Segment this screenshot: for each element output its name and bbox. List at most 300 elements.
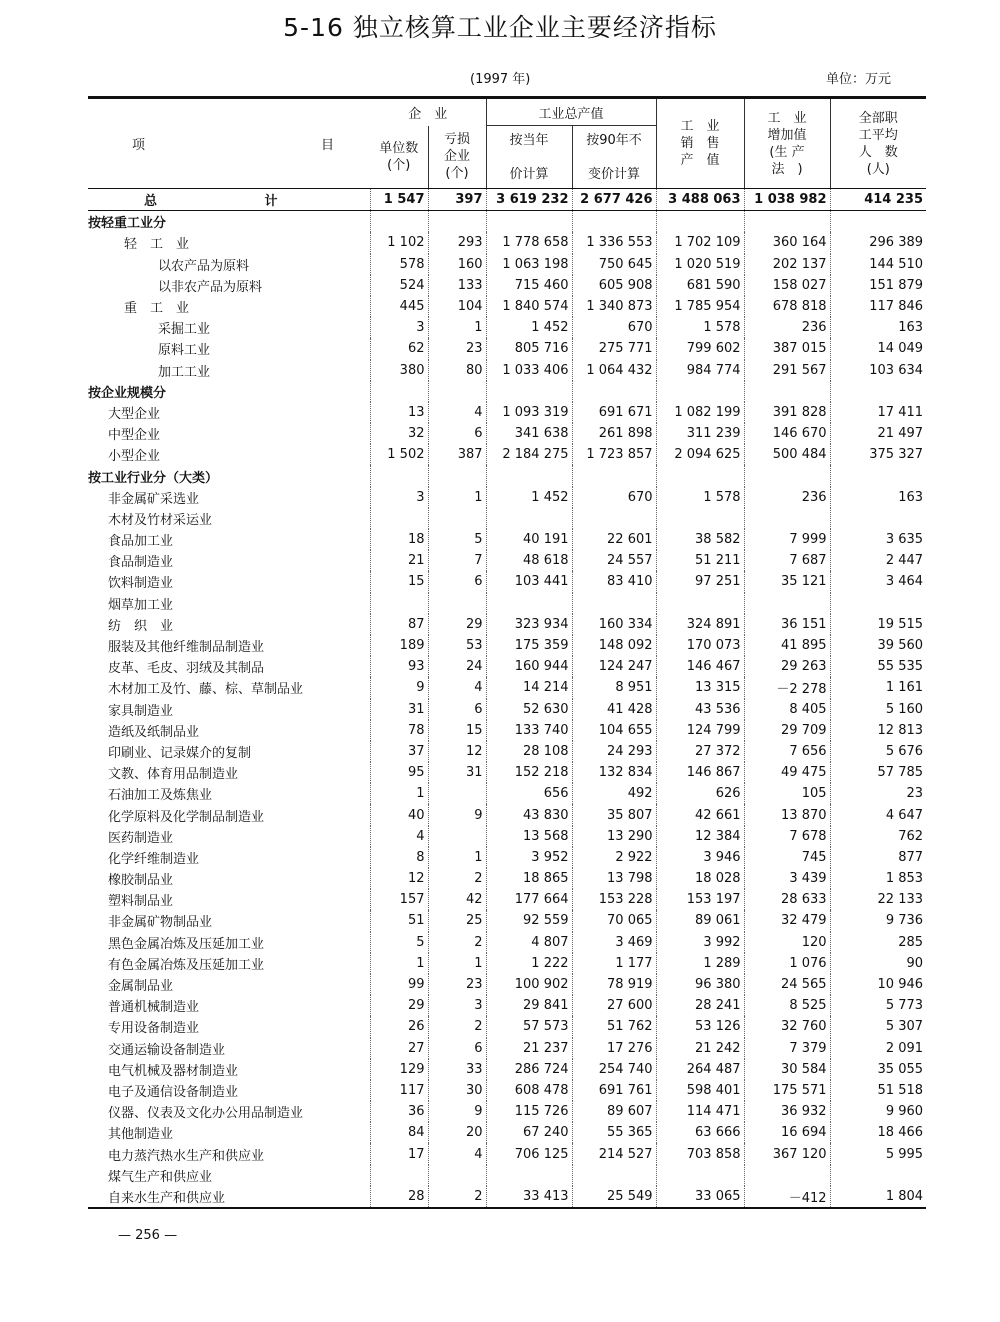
cell-sales: 21 242 <box>656 1038 744 1059</box>
table-row <box>88 487 926 508</box>
cell-loss-count: 2 <box>428 932 486 953</box>
row-label: 非金属矿物制品业 <box>108 915 213 931</box>
cell-unit-count: 157 <box>370 889 428 910</box>
cell-staff: 1 804 <box>830 1186 926 1207</box>
table-row <box>88 1101 926 1122</box>
cell-current-price: 1 840 574 <box>486 296 572 317</box>
table-row <box>88 974 926 995</box>
cell-current-price: 29 841 <box>486 995 572 1016</box>
row-label: 木材及竹材采运业 <box>108 512 213 528</box>
cell-constant-price: 261 898 <box>572 423 656 444</box>
staff-header-line1: 全部职 <box>858 110 898 126</box>
table-row <box>88 338 926 359</box>
staff-header-line3: 人 数 <box>858 144 898 160</box>
current-price-line1: 按当年 <box>509 132 549 148</box>
cell-loss-count <box>428 1165 486 1186</box>
table-row <box>88 444 926 465</box>
cell-sales: 124 799 <box>656 720 744 741</box>
cell-sales: 38 582 <box>656 529 744 550</box>
table-row <box>88 423 926 444</box>
cell-added-value: 28 633 <box>744 889 830 910</box>
cell-unit-count: 17 <box>370 1143 428 1164</box>
cell-constant-price: 24 293 <box>572 741 656 762</box>
cell-staff: 3 464 <box>830 571 926 592</box>
cell-staff <box>830 381 926 402</box>
cell-added-value: 7 656 <box>744 741 830 762</box>
total-loss-count: 397 <box>428 189 486 211</box>
cell-loss-count: 25 <box>428 910 486 931</box>
cell-unit-count: 129 <box>370 1059 428 1080</box>
cell-added-value: 16 694 <box>744 1122 830 1143</box>
cell-current-price: 4 807 <box>486 932 572 953</box>
cell-unit-count: 3 <box>370 317 428 338</box>
cell-current-price: 28 108 <box>486 741 572 762</box>
cell-constant-price: 51 762 <box>572 1016 656 1037</box>
cell-current-price: 1 452 <box>486 317 572 338</box>
cell-unit-count: 99 <box>370 974 428 995</box>
cell-constant-price: 1 336 553 <box>572 232 656 253</box>
row-label: 金属制品业 <box>108 979 174 995</box>
cell-staff: 1 853 <box>830 868 926 889</box>
cell-current-price: 608 478 <box>486 1080 572 1101</box>
cell-staff: 163 <box>830 487 926 508</box>
cell-loss-count: 23 <box>428 338 486 359</box>
cell-staff: 5 160 <box>830 699 926 720</box>
row-label: 印刷业、记录媒介的复制 <box>108 745 252 761</box>
cell-current-price: 43 830 <box>486 804 572 825</box>
row-label: 造纸及纸制品业 <box>108 724 200 740</box>
cell-added-value: 7 678 <box>744 826 830 847</box>
cell-sales: 3 992 <box>656 932 744 953</box>
cell-unit-count <box>370 508 428 529</box>
cell-current-price: 14 214 <box>486 677 572 698</box>
cell-added-value: 29 263 <box>744 656 830 677</box>
cell-constant-price: 275 771 <box>572 338 656 359</box>
cell-constant-price: 492 <box>572 783 656 804</box>
cell-constant-price: 17 276 <box>572 1038 656 1059</box>
cell-staff <box>830 593 926 614</box>
cell-current-price: 92 559 <box>486 910 572 931</box>
cell-staff: 103 634 <box>830 360 926 381</box>
cell-unit-count <box>370 381 428 402</box>
table-row <box>88 254 926 275</box>
cell-unit-count: 5 <box>370 932 428 953</box>
cell-loss-count: 29 <box>428 614 486 635</box>
cell-sales: 598 401 <box>656 1080 744 1101</box>
cell-current-price: 715 460 <box>486 275 572 296</box>
cell-constant-price: 1 177 <box>572 953 656 974</box>
cell-sales: 153 197 <box>656 889 744 910</box>
sales-header-line3: 产 值 <box>680 153 720 168</box>
cell-staff <box>830 1165 926 1186</box>
cell-added-value <box>744 381 830 402</box>
cell-current-price: 1 093 319 <box>486 402 572 423</box>
cell-unit-count: 4 <box>370 826 428 847</box>
total-added-value: 1 038 982 <box>744 189 830 211</box>
output-group-header: 工业总产值 <box>486 98 656 126</box>
row-label: 食品制造业 <box>108 555 174 571</box>
cell-staff: 2 091 <box>830 1038 926 1059</box>
cell-constant-price: 104 655 <box>572 720 656 741</box>
cell-staff: 10 946 <box>830 974 926 995</box>
table-row <box>88 232 926 253</box>
table-title: 5-16 独立核算工业企业主要经济指标 <box>283 13 717 42</box>
cell-added-value <box>744 211 830 233</box>
cell-staff: 163 <box>830 317 926 338</box>
cell-constant-price: 1 723 857 <box>572 444 656 465</box>
cell-staff: 14 049 <box>830 338 926 359</box>
cell-loss-count: 2 <box>428 1186 486 1207</box>
item-header-left: 项 <box>132 138 146 153</box>
cell-loss-count: 31 <box>428 762 486 783</box>
cell-added-value: 24 565 <box>744 974 830 995</box>
cell-added-value: 32 760 <box>744 1016 830 1037</box>
page-number: — 256 — <box>118 1228 178 1243</box>
cell-added-value: －412 <box>744 1186 830 1207</box>
row-label: 化学纤维制造业 <box>108 851 200 867</box>
cell-current-price: 18 865 <box>486 868 572 889</box>
cell-added-value: 7 999 <box>744 529 830 550</box>
cell-unit-count: 95 <box>370 762 428 783</box>
cell-added-value: 7 379 <box>744 1038 830 1059</box>
cell-unit-count <box>370 1165 428 1186</box>
cell-staff: 4 647 <box>830 804 926 825</box>
cell-staff: 877 <box>830 847 926 868</box>
cell-unit-count: 117 <box>370 1080 428 1101</box>
cell-constant-price: 35 807 <box>572 804 656 825</box>
cell-loss-count: 7 <box>428 550 486 571</box>
unit-count-header <box>370 126 428 189</box>
cell-constant-price: 160 334 <box>572 614 656 635</box>
cell-added-value <box>744 1165 830 1186</box>
cell-sales: 63 666 <box>656 1122 744 1143</box>
cell-sales: 1 020 519 <box>656 254 744 275</box>
year-label: (1997 年) <box>470 72 531 87</box>
cell-loss-count: 20 <box>428 1122 486 1143</box>
cell-constant-price: 55 365 <box>572 1122 656 1143</box>
cell-unit-count <box>370 465 428 486</box>
cell-added-value: 360 164 <box>744 232 830 253</box>
cell-constant-price: 254 740 <box>572 1059 656 1080</box>
cell-loss-count: 80 <box>428 360 486 381</box>
cell-added-value <box>744 508 830 529</box>
total-label <box>88 189 370 211</box>
cell-sales: 33 065 <box>656 1186 744 1207</box>
cell-current-price: 115 726 <box>486 1101 572 1122</box>
cell-unit-count: 36 <box>370 1101 428 1122</box>
cell-sales: 626 <box>656 783 744 804</box>
row-label: 中型企业 <box>108 428 161 444</box>
cell-loss-count: 12 <box>428 741 486 762</box>
cell-current-price: 160 944 <box>486 656 572 677</box>
cell-loss-count: 6 <box>428 699 486 720</box>
table-row <box>88 614 926 635</box>
cell-constant-price: 22 601 <box>572 529 656 550</box>
row-label: 橡胶制品业 <box>108 873 174 889</box>
table-row <box>88 1016 926 1037</box>
table-row <box>88 1122 926 1143</box>
table-row <box>88 211 926 233</box>
table-row <box>88 465 926 486</box>
cell-added-value: 158 027 <box>744 275 830 296</box>
cell-sales: 42 661 <box>656 804 744 825</box>
cell-loss-count: 1 <box>428 953 486 974</box>
unit-count-line2: (个) <box>387 157 411 173</box>
current-price-header <box>486 126 572 189</box>
table-row <box>88 593 926 614</box>
cell-constant-price <box>572 465 656 486</box>
loss-enterprise-header <box>428 126 486 189</box>
table-row <box>88 1143 926 1164</box>
cell-unit-count: 87 <box>370 614 428 635</box>
cell-unit-count: 445 <box>370 296 428 317</box>
cell-sales: 89 061 <box>656 910 744 931</box>
cell-added-value: 291 567 <box>744 360 830 381</box>
cell-current-price: 33 413 <box>486 1186 572 1207</box>
cell-staff: 5 676 <box>830 741 926 762</box>
cell-current-price: 13 568 <box>486 826 572 847</box>
cell-unit-count: 26 <box>370 1016 428 1037</box>
cell-unit-count: 13 <box>370 402 428 423</box>
cell-constant-price: 124 247 <box>572 656 656 677</box>
cell-current-price: 21 237 <box>486 1038 572 1059</box>
cell-current-price: 341 638 <box>486 423 572 444</box>
cell-loss-count: 160 <box>428 254 486 275</box>
cell-current-price: 48 618 <box>486 550 572 571</box>
table-row <box>88 953 926 974</box>
cell-unit-count: 31 <box>370 699 428 720</box>
cell-staff <box>830 211 926 233</box>
row-label: 非金属矿采选业 <box>108 491 200 507</box>
cell-constant-price: 78 919 <box>572 974 656 995</box>
cell-unit-count: 93 <box>370 656 428 677</box>
cell-loss-count: 6 <box>428 571 486 592</box>
cell-sales: 1 785 954 <box>656 296 744 317</box>
constant-price-header <box>572 126 656 189</box>
cell-added-value: 7 687 <box>744 550 830 571</box>
cell-constant-price: 605 908 <box>572 275 656 296</box>
cell-unit-count: 380 <box>370 360 428 381</box>
cell-current-price: 100 902 <box>486 974 572 995</box>
cell-unit-count: 578 <box>370 254 428 275</box>
cell-unit-count: 84 <box>370 1122 428 1143</box>
cell-unit-count <box>370 211 428 233</box>
cell-constant-price: 670 <box>572 487 656 508</box>
row-label: 医药制造业 <box>108 830 174 846</box>
item-header <box>88 98 370 189</box>
cell-added-value: 30 584 <box>744 1059 830 1080</box>
sales-header-line2: 销 售 <box>680 136 720 151</box>
row-label: 原料工业 <box>158 343 211 359</box>
cell-added-value: 32 479 <box>744 910 830 931</box>
row-label: 专用设备制造业 <box>108 1021 200 1037</box>
row-label: 木材加工及竹、藤、棕、草制品业 <box>108 682 304 698</box>
cell-added-value: 49 475 <box>744 762 830 783</box>
cell-sales: 146 467 <box>656 656 744 677</box>
cell-sales: 18 028 <box>656 868 744 889</box>
cell-current-price: 323 934 <box>486 614 572 635</box>
row-label: 石油加工及炼焦业 <box>108 788 213 804</box>
cell-unit-count: 12 <box>370 868 428 889</box>
cell-constant-price: 13 798 <box>572 868 656 889</box>
cell-sales: 1 578 <box>656 317 744 338</box>
cell-added-value <box>744 593 830 614</box>
cell-current-price: 152 218 <box>486 762 572 783</box>
cell-loss-count <box>428 783 486 804</box>
cell-unit-count: 189 <box>370 635 428 656</box>
total-current-price: 3 619 232 <box>486 189 572 211</box>
staff-header <box>830 98 926 189</box>
cell-added-value: 146 670 <box>744 423 830 444</box>
cell-constant-price <box>572 593 656 614</box>
cell-sales: 264 487 <box>656 1059 744 1080</box>
table-row <box>88 508 926 529</box>
table-row <box>88 1038 926 1059</box>
row-label: 轻 工 业 <box>124 237 190 253</box>
cell-unit-count: 1 102 <box>370 232 428 253</box>
current-price-line2: 价计算 <box>509 166 549 182</box>
cell-sales: 43 536 <box>656 699 744 720</box>
cell-current-price: 177 664 <box>486 889 572 910</box>
cell-sales: 97 251 <box>656 571 744 592</box>
cell-staff: 57 785 <box>830 762 926 783</box>
bottom-rule <box>88 1207 926 1209</box>
cell-current-price: 656 <box>486 783 572 804</box>
cell-loss-count: 4 <box>428 1143 486 1164</box>
row-label: 电子及通信设备制造业 <box>108 1084 239 1100</box>
cell-constant-price <box>572 1165 656 1186</box>
enterprise-group-header: 企 业 <box>370 98 486 126</box>
cell-current-price: 52 630 <box>486 699 572 720</box>
cell-current-price <box>486 381 572 402</box>
table-header <box>88 98 926 189</box>
cell-sales <box>656 593 744 614</box>
cell-staff: 1 161 <box>830 677 926 698</box>
cell-constant-price: 13 290 <box>572 826 656 847</box>
cell-sales: 13 315 <box>656 677 744 698</box>
cell-loss-count: 6 <box>428 423 486 444</box>
cell-unit-count: 1 <box>370 953 428 974</box>
cell-sales: 170 073 <box>656 635 744 656</box>
total-constant-price: 2 677 426 <box>572 189 656 211</box>
cell-staff: 296 389 <box>830 232 926 253</box>
cell-constant-price: 153 228 <box>572 889 656 910</box>
cell-staff: 9 736 <box>830 910 926 931</box>
row-label: 塑料制品业 <box>108 894 174 910</box>
cell-current-price <box>486 1165 572 1186</box>
cell-loss-count <box>428 211 486 233</box>
cell-loss-count: 3 <box>428 995 486 1016</box>
cell-unit-count <box>370 593 428 614</box>
cell-staff: 39 560 <box>830 635 926 656</box>
cell-constant-price <box>572 211 656 233</box>
cell-current-price: 40 191 <box>486 529 572 550</box>
cell-staff: 144 510 <box>830 254 926 275</box>
staff-header-line2: 工平均 <box>858 127 898 143</box>
total-row <box>88 189 926 211</box>
added-header-line4: 法 ) <box>771 161 803 177</box>
cell-current-price: 2 184 275 <box>486 444 572 465</box>
cell-constant-price: 89 607 <box>572 1101 656 1122</box>
table-row <box>88 847 926 868</box>
cell-current-price: 805 716 <box>486 338 572 359</box>
cell-current-price: 1 452 <box>486 487 572 508</box>
table-row <box>88 1165 926 1186</box>
cell-unit-count: 9 <box>370 677 428 698</box>
cell-staff <box>830 508 926 529</box>
cell-unit-count: 1 502 <box>370 444 428 465</box>
cell-current-price <box>486 593 572 614</box>
cell-loss-count: 53 <box>428 635 486 656</box>
cell-sales <box>656 508 744 529</box>
row-label: 文教、体育用品制造业 <box>108 767 239 783</box>
cell-added-value: 8 405 <box>744 699 830 720</box>
cell-staff: 117 846 <box>830 296 926 317</box>
table-row <box>88 1059 926 1080</box>
row-label: 饮料制造业 <box>108 576 174 592</box>
row-label: 纺 织 业 <box>108 618 174 634</box>
row-label: 按企业规模分 <box>88 385 167 401</box>
cell-loss-count: 4 <box>428 402 486 423</box>
cell-staff: 5 307 <box>830 1016 926 1037</box>
cell-constant-price: 1 340 873 <box>572 296 656 317</box>
table-row <box>88 826 926 847</box>
cell-added-value: 678 818 <box>744 296 830 317</box>
cell-added-value: 29 709 <box>744 720 830 741</box>
cell-current-price: 103 441 <box>486 571 572 592</box>
cell-constant-price: 3 469 <box>572 932 656 953</box>
table-row <box>88 741 926 762</box>
row-label: 按工业行业分（大类） <box>88 470 219 486</box>
cell-staff: 285 <box>830 932 926 953</box>
cell-sales: 311 239 <box>656 423 744 444</box>
table-row <box>88 317 926 338</box>
cell-added-value: 391 828 <box>744 402 830 423</box>
row-label: 煤气生产和供应业 <box>108 1169 213 1185</box>
cell-loss-count: 2 <box>428 1016 486 1037</box>
cell-current-price <box>486 211 572 233</box>
sales-header-line1: 工 业 <box>680 119 720 134</box>
cell-staff: 55 535 <box>830 656 926 677</box>
cell-loss-count: 387 <box>428 444 486 465</box>
row-label: 电气机械及器材制造业 <box>108 1063 239 1079</box>
row-label: 普通机械制造业 <box>108 1000 200 1016</box>
cell-added-value: 367 120 <box>744 1143 830 1164</box>
cell-staff: 51 518 <box>830 1080 926 1101</box>
sales-header <box>656 98 744 189</box>
cell-loss-count <box>428 593 486 614</box>
cell-current-price <box>486 465 572 486</box>
table-row <box>88 635 926 656</box>
cell-staff: 17 411 <box>830 402 926 423</box>
cell-staff: 90 <box>830 953 926 974</box>
table-row <box>88 762 926 783</box>
cell-staff: 151 879 <box>830 275 926 296</box>
total-label-left: 总 <box>144 194 158 210</box>
cell-constant-price: 24 557 <box>572 550 656 571</box>
row-label: 重 工 业 <box>124 301 190 317</box>
cell-sales: 3 946 <box>656 847 744 868</box>
cell-sales: 1 082 199 <box>656 402 744 423</box>
cell-added-value: 120 <box>744 932 830 953</box>
cell-unit-count: 62 <box>370 338 428 359</box>
cell-added-value: 36 932 <box>744 1101 830 1122</box>
cell-constant-price: 27 600 <box>572 995 656 1016</box>
row-label: 按轻重工业分 <box>88 216 167 232</box>
cell-loss-count <box>428 381 486 402</box>
table-row <box>88 868 926 889</box>
table-row <box>88 720 926 741</box>
